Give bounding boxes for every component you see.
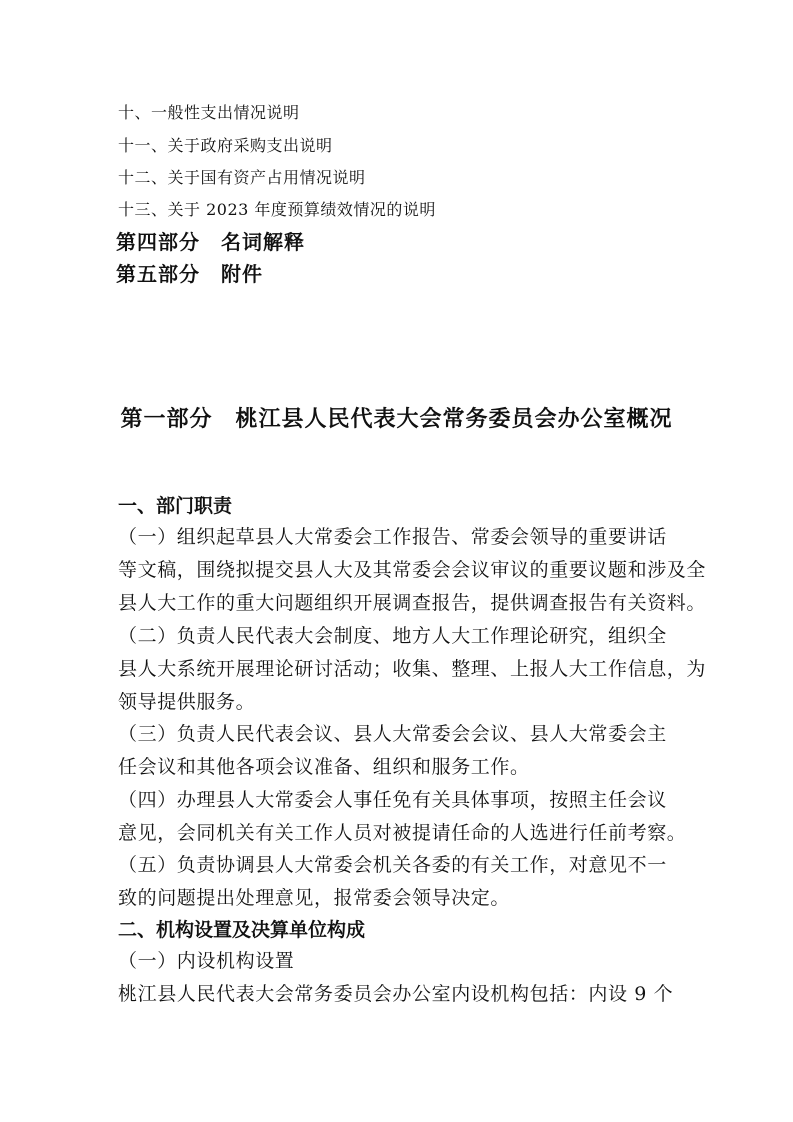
section-heading-structure: 二、机构设置及决算单位构成 xyxy=(118,919,366,941)
toc-item-12: 十二、关于国有资产占用情况说明 xyxy=(118,168,366,187)
structure-body xyxy=(118,978,720,1011)
duty-paragraph-4 xyxy=(118,784,720,850)
paragraph-line: 领导提供服务。 xyxy=(118,691,256,713)
paragraph-line: （三）负责人民代表会议、县人大常委会会议、县人大常委会主 xyxy=(118,723,667,745)
toc-item-10: 十、一般性支出情况说明 xyxy=(118,103,300,122)
toc-part-5: 第五部分 附件 xyxy=(116,262,263,286)
paragraph-line: （五）负责协调县人大常委会机关各委的有关工作，对意见不一 xyxy=(118,854,667,876)
duty-paragraph-2 xyxy=(118,620,720,719)
paragraph-line: 县人大工作的重大问题组织开展调查报告，提供调查报告有关资料。 xyxy=(118,592,707,614)
chapter-title: 第一部分 桃江县人民代表大会常务委员会办公室概况 xyxy=(120,407,673,432)
paragraph-line: （一）组织起草县人大常委会工作报告、常委会领导的重要讲话 xyxy=(118,526,667,548)
toc-item-13: 十三、关于 2023 年度预算绩效情况的说明 xyxy=(118,200,436,219)
toc-part-4: 第四部分 名词解释 xyxy=(116,230,305,254)
paragraph-line: 县人大系统开展理论研讨活动；收集、整理、上报人大工作信息，为 xyxy=(118,658,707,680)
section-heading-duties: 一、部门职责 xyxy=(118,495,233,517)
paragraph-line: 意见，会同机关有关工作人员对被提请任命的人选进行任前考察。 xyxy=(118,822,687,844)
duty-paragraph-3 xyxy=(118,718,720,784)
paragraph-line: 桃江县人民代表大会常务委员会办公室内设机构包括：内设 9 个 xyxy=(118,983,674,1005)
paragraph-line: 致的问题提出处理意见，报常委会领导决定。 xyxy=(118,887,511,909)
toc-item-11: 十一、关于政府采购支出说明 xyxy=(118,136,333,155)
structure-subheading xyxy=(118,945,720,978)
paragraph-line: （四）办理县人大常委会人事任免有关具体事项，按照主任会议 xyxy=(118,789,667,811)
paragraph-line: 等文稿，围绕拟提交县人大及其常委会会议审议的重要议题和涉及全 xyxy=(118,559,707,581)
paragraph-line: 任会议和其他各项会议准备、组织和服务工作。 xyxy=(118,756,530,778)
duty-paragraph-5 xyxy=(118,849,720,915)
duty-paragraph-1 xyxy=(118,521,720,620)
paragraph-line: （一）内设机构设置 xyxy=(118,950,295,972)
paragraph-line: （二）负责人民代表大会制度、地方人大工作理论研究，组织全 xyxy=(118,625,667,647)
